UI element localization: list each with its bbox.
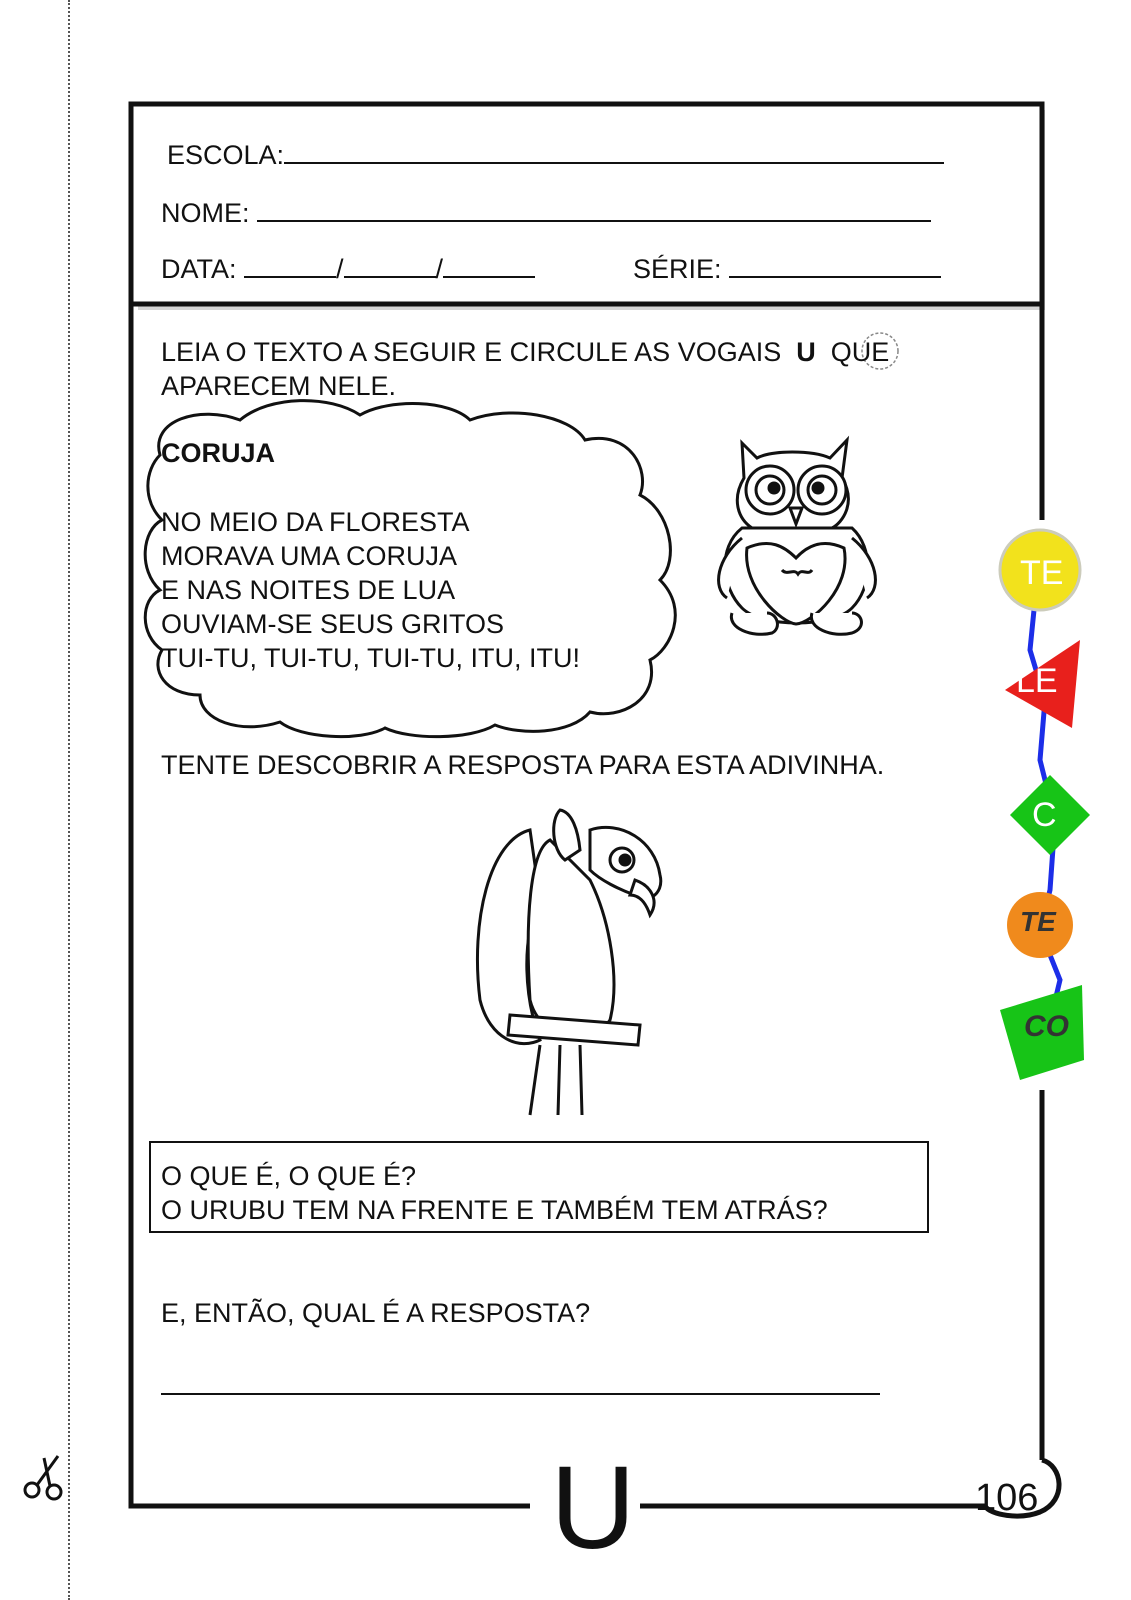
serie-label: SÉRIE: — [633, 254, 722, 284]
badge-label: TE — [1020, 906, 1056, 937]
instruction-line-2: APARECEM NELE. — [161, 371, 397, 401]
vowel-highlight: U — [796, 337, 816, 367]
vulture-illustration — [470, 800, 680, 1120]
date-separator: / — [336, 254, 344, 284]
escola-label: ESCOLA: — [167, 140, 285, 170]
page-number: 106 — [975, 1477, 1039, 1519]
instruction-line-1 — [161, 335, 889, 369]
riddle-question-2: O URUBU TEM NA FRENTE E TAMBÉM TEM ATRÁS? — [161, 1195, 828, 1225]
instruction-text: QUE — [830, 337, 890, 367]
poem-line: OUVIAM-SE SEUS GRITOS — [161, 609, 505, 639]
poem-line: TUI-TU, TUI-TU, TUI-TU, ITU, ITU! — [161, 643, 580, 673]
data-field — [161, 250, 535, 285]
poem-line: NO MEIO DA FLORESTA — [161, 507, 470, 537]
serie-field — [633, 250, 941, 285]
badge-label: C — [1032, 796, 1057, 834]
answer-prompt: E, ENTÃO, QUAL É A RESPOSTA? — [161, 1298, 591, 1328]
escola-blank[interactable] — [284, 136, 944, 164]
badge-label: CO — [1024, 1010, 1069, 1043]
data-day-blank[interactable] — [244, 250, 336, 278]
badge-label: LE — [1016, 662, 1058, 700]
poem-line: MORAVA UMA CORUJA — [161, 541, 458, 571]
riddle-prompt: TENTE DESCOBRIR A RESPOSTA PARA ESTA ADIVINHA. — [161, 750, 885, 780]
badge-label: TE — [1020, 554, 1064, 592]
nome-label: NOME: — [161, 198, 250, 228]
serie-blank[interactable] — [729, 250, 941, 278]
escola-field — [167, 136, 944, 171]
nome-field — [161, 194, 931, 229]
riddle-question-1: O QUE É, O QUE É? — [161, 1161, 417, 1191]
instruction-text: LEIA O TEXTO A SEGUIR E CIRCULE AS VOGAIS — [161, 337, 782, 367]
answer-blank[interactable] — [161, 1380, 880, 1400]
poem-title: CORUJA — [161, 438, 276, 468]
data-month-blank[interactable] — [344, 250, 436, 278]
poem-line: E NAS NOITES DE LUA — [161, 575, 456, 605]
data-year-blank[interactable] — [443, 250, 535, 278]
date-separator: / — [435, 254, 444, 284]
featured-letter: U — [550, 1442, 636, 1574]
owl-illustration — [712, 428, 882, 658]
data-label: DATA: — [161, 254, 237, 284]
nome-blank[interactable] — [257, 194, 931, 222]
